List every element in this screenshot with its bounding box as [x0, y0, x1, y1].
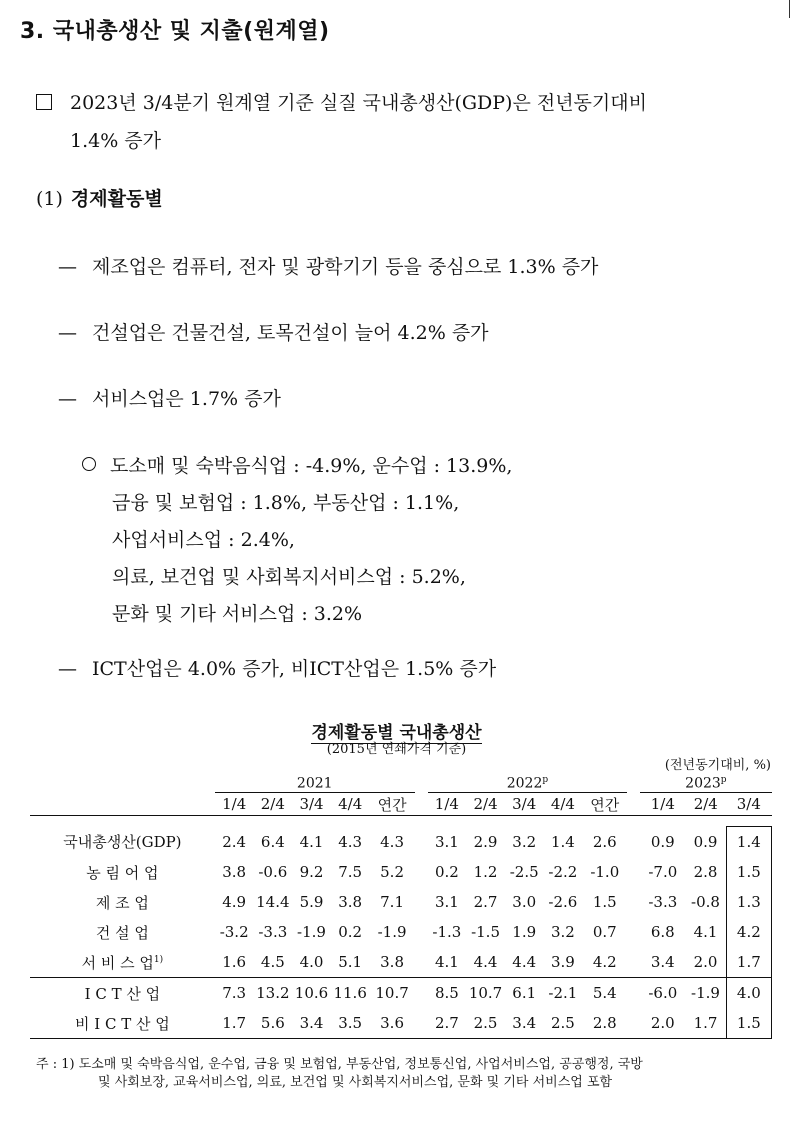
table-cell: 10.7: [375, 984, 409, 1002]
table-cell: 1.3: [726, 887, 771, 917]
table-cell: 4.0: [292, 947, 331, 978]
table-cell: 1.7: [685, 1008, 726, 1039]
table-cell: 4.0: [726, 978, 771, 1009]
table-cell: -1.9: [297, 923, 326, 941]
table-cell: 1.5: [726, 1008, 771, 1039]
table-title: 경제활동별 국내총생산: [311, 723, 482, 743]
table-cell: -2.5: [509, 863, 539, 881]
section-title: 3. 국내총생산 및 지출(원계열): [20, 19, 330, 44]
services-detail-line: 도소매 및 숙박음식업 : -4.9%, 운수업 : 13.9%,: [110, 455, 513, 477]
table-subtitle: (2015년 연쇄가격 기준): [326, 742, 467, 757]
table-cell: 5.4: [592, 984, 617, 1002]
dash-marker: —: [58, 658, 77, 680]
headline-paragraph: [36, 84, 776, 160]
table-cell: 3.9: [544, 947, 583, 978]
services-detail-list: [82, 448, 512, 633]
table-cell: 4.9: [222, 893, 247, 911]
table-cell: 3.4: [505, 1008, 544, 1039]
table-row: [30, 917, 772, 947]
row-label: 서 비 스 업$^{1)}$: [30, 947, 215, 978]
table-cell: 1.7: [215, 1008, 254, 1039]
quarter-header: 3/4: [292, 793, 331, 816]
table-cell: -1.9: [691, 984, 720, 1002]
table-cell: 2.8: [582, 1008, 627, 1039]
bullet-text: 건설업은 건물건설, 토목건설이 늘어 4.2% 증가: [92, 322, 489, 344]
table-cell: 6.8: [650, 923, 675, 941]
quarter-header: 3/4: [505, 793, 544, 816]
table-cell: 5.9: [299, 893, 324, 911]
dash-marker: —: [58, 322, 77, 344]
table-cell: 7.5: [338, 863, 363, 881]
table-cell: 1.7: [726, 947, 771, 978]
table-cell: 6.1: [512, 984, 537, 1002]
table-cell: 3.8: [338, 893, 363, 911]
table-cell: -1.9: [377, 923, 407, 941]
row-label: 국내총생산(GDP): [63, 833, 182, 852]
table-cell: 4.1: [428, 947, 467, 978]
table-cell: 2.0: [685, 947, 726, 978]
table-cell: 4.1: [299, 832, 324, 851]
bullet-text: 제조업은 컴퓨터, 전자 및 광학기기 등을 중심으로 1.3% 증가: [92, 256, 599, 278]
quarter-header: 4/4: [544, 793, 583, 816]
quarter-header: 2/4: [685, 793, 726, 816]
services-detail-line: 문화 및 기타 서비스업 : 3.2%: [112, 603, 363, 625]
row-label: 비 I C T 산 업: [30, 1008, 215, 1039]
table-cell: 0.9: [693, 832, 718, 851]
table-unit: (전년동기대비, %): [664, 758, 771, 773]
table-cell: 2.5: [466, 1008, 505, 1039]
table-cell: 3.1: [434, 893, 459, 911]
table-cell: 2.6: [592, 832, 617, 851]
table-cell: 0.9: [650, 832, 675, 851]
table-cell: 2.8: [693, 863, 718, 881]
table-cell: 3.4: [292, 1008, 331, 1039]
table-cell: -2.6: [548, 893, 578, 911]
dash-marker: —: [58, 256, 77, 278]
table-row: [30, 947, 772, 978]
table-cell: -3.2: [219, 923, 249, 941]
table-cell: 2.0: [640, 1008, 685, 1039]
table-cell: -2.1: [548, 984, 578, 1002]
table-cell: -1.3: [432, 923, 462, 941]
table-cell: -1.0: [590, 863, 620, 881]
table-cell: 7.3: [222, 984, 247, 1002]
table-cell: 3.8: [370, 947, 415, 978]
table-cell: 3.2: [550, 923, 575, 941]
quarter-header-row: [30, 793, 772, 816]
table-row: [30, 1008, 772, 1039]
table-row: [30, 978, 772, 1009]
table-cell: 4.4: [466, 947, 505, 978]
row-label: I C T 산 업: [84, 984, 161, 1003]
table-cell: 2.5: [544, 1008, 583, 1039]
table-cell: 4.4: [505, 947, 544, 978]
subsection-heading: [36, 184, 163, 211]
table-cell: -1.5: [471, 923, 500, 941]
table-cell: 4.2: [582, 947, 627, 978]
table-cell: 3.8: [222, 863, 247, 881]
dash-marker: —: [58, 388, 77, 410]
table-cell: -0.8: [691, 893, 720, 911]
table-cell: 10.6: [294, 984, 329, 1002]
quarter-header: 연간: [582, 793, 627, 816]
year-header: 2022$^p$: [428, 774, 628, 793]
bullet-services: [58, 384, 281, 411]
headline-line2: 1.4% 증가: [70, 130, 162, 152]
footnote-line2: 및 사회보장, 교육서비스업, 의료, 보건업 및 사회복지서비스업, 문화 및 기타 서비스업 포함: [98, 1075, 613, 1090]
table-cell: 9.2: [299, 863, 324, 881]
services-detail-line: 의료, 보건업 및 사회복지서비스업 : 5.2%,: [112, 566, 466, 588]
table-cell: 0.2: [434, 863, 459, 881]
quarter-header: 2/4: [466, 793, 505, 816]
table-cell: 3.5: [331, 1008, 370, 1039]
table-cell: 1.4: [550, 832, 575, 851]
table-cell: 8.5: [434, 984, 459, 1002]
table-cell: 0.2: [338, 923, 363, 941]
table-cell: 1.6: [215, 947, 254, 978]
circle-bullet-icon: [82, 457, 96, 471]
table-cell: -0.6: [258, 863, 288, 881]
table-row: [30, 857, 772, 887]
table-cell: 6.4: [260, 832, 285, 851]
table-cell: 13.2: [256, 984, 290, 1002]
headline-line1: 2023년 3/4분기 원계열 기준 실질 국내총생산(GDP)은 전년동기대비: [70, 92, 647, 114]
table-cell: 3.1: [434, 832, 459, 851]
table-cell: 2.7: [473, 893, 498, 911]
table-cell: -6.0: [648, 984, 678, 1002]
table-cell: -3.3: [648, 893, 678, 911]
table-cell: 7.1: [380, 893, 404, 911]
services-detail-line: 금융 및 보험업 : 1.8%, 부동산업 : 1.1%,: [112, 492, 460, 514]
table-cell: 4.3: [338, 832, 363, 851]
table-cell: 5.6: [254, 1008, 293, 1039]
table-cell: 4.3: [380, 832, 404, 851]
footnote-line1: 주 : 1) 도소매 및 숙박음식업, 운수업, 금융 및 보험업, 부동산업, 정보통신업, 사업서비스업, 공공행정, 국방: [36, 1057, 643, 1072]
table-cell: 5.1: [331, 947, 370, 978]
table-cell: 11.6: [333, 984, 367, 1002]
row-label: 제 조 업: [95, 893, 149, 912]
table-cell: 1.5: [726, 857, 771, 887]
quarter-header: 1/4: [215, 793, 254, 816]
quarter-header: 2/4: [254, 793, 293, 816]
table-cell: -2.2: [548, 863, 578, 881]
table-cell: 1.4: [726, 827, 771, 858]
table-cell: 2.4: [222, 832, 247, 851]
bullet-text: ICT산업은 4.0% 증가, 비ICT산업은 1.5% 증가: [92, 658, 497, 680]
table-cell: 1.9: [512, 923, 537, 941]
year-header-row: [30, 774, 772, 793]
bullet-text: 서비스업은 1.7% 증가: [92, 388, 281, 410]
table-cell: 10.7: [468, 984, 503, 1002]
table-cell: 1.5: [592, 893, 617, 911]
table-cell: 4.1: [693, 923, 718, 941]
table-cell: 4.2: [726, 917, 771, 947]
bullet-manufacturing: [58, 252, 598, 279]
table-row: [30, 887, 772, 917]
table-cell: -3.3: [258, 923, 288, 941]
quarter-header: 연간: [370, 793, 415, 816]
gdp-table: [30, 774, 772, 1039]
table-cell: 5.2: [380, 863, 404, 881]
table-cell: -7.0: [648, 863, 678, 881]
row-label: 건 설 업: [95, 923, 149, 942]
table-footnote: [36, 1056, 772, 1092]
subsection-title: 경제활동별: [70, 188, 163, 210]
quarter-header: 4/4: [331, 793, 370, 816]
quarter-header: 1/4: [428, 793, 467, 816]
subsection-number: (1): [36, 188, 63, 210]
table-cell: 2.9: [473, 832, 498, 851]
services-detail-line: 사업서비스업 : 2.4%,: [112, 529, 295, 551]
table-cell: 3.0: [512, 893, 537, 911]
year-header: 2021: [215, 774, 415, 793]
page-edge-line: [789, 0, 790, 18]
quarter-header: 1/4: [640, 793, 685, 816]
table-cell: 1.2: [473, 863, 498, 881]
table-row: [30, 827, 772, 858]
table-cell: 4.5: [254, 947, 293, 978]
quarter-header: 3/4: [726, 793, 771, 816]
table-cell: 3.6: [370, 1008, 415, 1039]
table-cell: 2.7: [428, 1008, 467, 1039]
table-cell: 0.7: [592, 923, 617, 941]
row-label: 농 림 어 업: [86, 863, 159, 882]
bullet-ict: [58, 654, 496, 681]
checkbox-square-icon: [36, 94, 52, 110]
bullet-construction: [58, 318, 489, 345]
table-cell: 3.4: [640, 947, 685, 978]
table-cell: 14.4: [256, 893, 290, 911]
table-cell: 3.2: [512, 832, 537, 851]
year-header: 2023$^p$: [640, 774, 771, 793]
